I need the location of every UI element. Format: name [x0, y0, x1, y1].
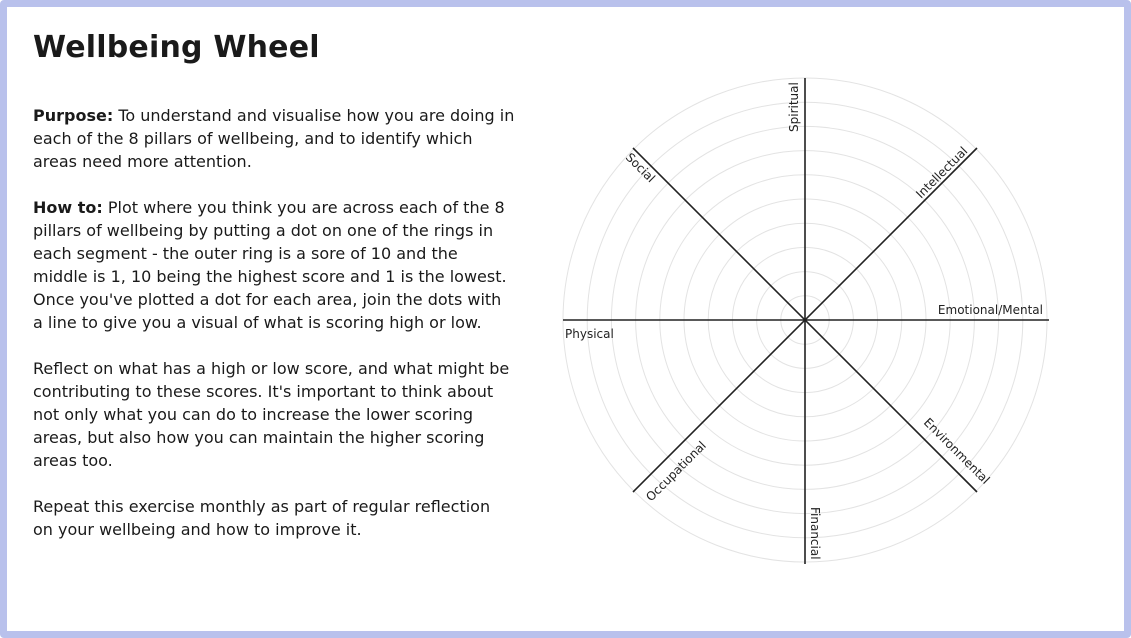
label-occupational: Occupational [643, 438, 709, 505]
wellbeing-wheel [555, 70, 1055, 570]
label-intellectual: Intellectual [913, 143, 971, 202]
label-spiritual: Spiritual [787, 82, 801, 132]
purpose-text: To understand and visualise how you are doing in each of the 8 pillars of wellbeing, and to identify which areas need more attention. [33, 106, 515, 171]
label-social: Social [622, 150, 658, 186]
label-physical: Physical [565, 327, 614, 341]
page-title: Wellbeing Wheel [33, 30, 320, 65]
repeat-paragraph: Repeat this exercise monthly as part of regular reflection on your wellbeing and how to improve it. [33, 497, 491, 539]
how-to-label: How to: [33, 198, 103, 217]
label-environmental: Environmental [920, 415, 993, 487]
instructions-text [33, 104, 515, 564]
reflect-paragraph: Reflect on what has a high or low score, and what might be contributing to these scores. It's important to think about not only what you can do to increase the lower scoring areas, but also how you can maintain the higher scoring areas too. [33, 359, 510, 470]
label-financial: Financial [808, 507, 822, 560]
how-to-text: Plot where you think you are across each of the 8 pillars of wellbeing by putting a dot on one of the rings in each segment - the outer ring is a sore of 10 and the middle is 1, 10 being the highest score and 1 is the lowest. Once you've plotted a dot for each area, join the dots with a line to give you a visual of what is scoring high or low. [33, 198, 507, 332]
purpose-label: Purpose: [33, 106, 114, 125]
purpose-paragraph [33, 104, 515, 173]
how-to-paragraph [33, 196, 515, 334]
label-emotional: Emotional/Mental [937, 303, 1043, 317]
